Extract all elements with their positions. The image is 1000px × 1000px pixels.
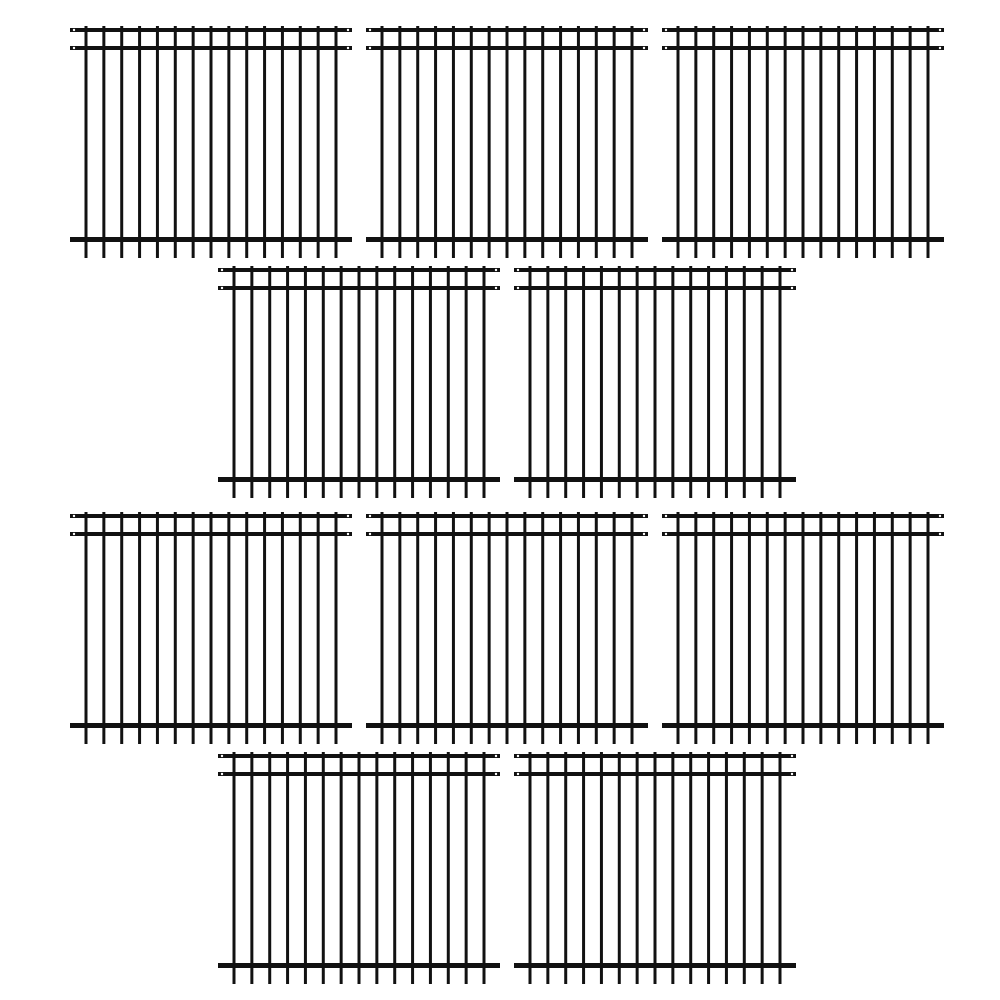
fence-picket: [434, 26, 437, 258]
rail-screw-hole: [643, 47, 645, 49]
fence-picket: [909, 512, 912, 744]
fence-picket: [546, 752, 549, 984]
fence-picket: [837, 512, 840, 744]
fence-picket: [192, 26, 195, 258]
fence-picket: [802, 26, 805, 258]
fence-picket: [564, 266, 567, 498]
fence-picket: [618, 752, 621, 984]
fence-picket: [381, 512, 384, 744]
fence-picket: [488, 512, 491, 744]
fence-picket: [452, 26, 455, 258]
fence-picket: [564, 752, 567, 984]
fence-picket: [210, 512, 213, 744]
fence-picket: [707, 752, 710, 984]
fence-picket: [541, 512, 544, 744]
fence-picket: [743, 752, 746, 984]
fence-picket: [784, 26, 787, 258]
fence-top-rail: [662, 514, 944, 518]
rail-screw-hole: [665, 533, 667, 535]
fence-top-rail: [514, 268, 796, 272]
rail-screw-hole: [495, 773, 497, 775]
fence-panel-graphic: [68, 26, 354, 258]
fence-picket: [483, 752, 486, 984]
fence-picket: [434, 512, 437, 744]
fence-middle-rail: [70, 532, 352, 536]
fence-picket: [340, 266, 343, 498]
fence-bottom-rail: [366, 237, 648, 242]
fence-picket: [233, 266, 236, 498]
fence-picket: [452, 512, 455, 744]
fence-picket: [927, 512, 930, 744]
fence-picket: [725, 752, 728, 984]
fence-picket: [429, 752, 432, 984]
fence-middle-rail: [662, 532, 944, 536]
fence-picket: [381, 26, 384, 258]
fence-picket: [730, 512, 733, 744]
fence-panel-8: [660, 512, 946, 744]
fence-panel-graphic: [512, 266, 798, 498]
fence-bottom-rail: [514, 963, 796, 968]
fence-picket: [506, 26, 509, 258]
fence-picket: [725, 266, 728, 498]
fence-picket: [654, 752, 657, 984]
rail-screw-hole: [791, 755, 793, 757]
fence-picket: [393, 266, 396, 498]
rail-screw-hole: [369, 533, 371, 535]
fence-panel-graphic: [364, 512, 650, 744]
fence-picket: [712, 26, 715, 258]
fence-picket: [286, 752, 289, 984]
fence-picket: [174, 26, 177, 258]
fence-picket: [340, 752, 343, 984]
fence-picket: [689, 266, 692, 498]
fence-picket: [210, 26, 213, 258]
fence-middle-rail: [514, 772, 796, 776]
fence-picket: [488, 26, 491, 258]
rail-screw-hole: [347, 533, 349, 535]
rail-screw-hole: [495, 755, 497, 757]
fence-picket: [891, 26, 894, 258]
fence-picket: [613, 512, 616, 744]
fence-picket: [85, 26, 88, 258]
fence-picket: [304, 266, 307, 498]
fence-top-rail: [366, 28, 648, 32]
fence-picket: [529, 266, 532, 498]
fence-picket: [677, 26, 680, 258]
fence-bottom-rail: [366, 723, 648, 728]
fence-picket: [227, 26, 230, 258]
fence-top-rail: [662, 28, 944, 32]
rail-screw-hole: [347, 515, 349, 517]
fence-picket: [577, 512, 580, 744]
fence-bottom-rail: [218, 477, 500, 482]
rail-screw-hole: [939, 515, 941, 517]
fence-bottom-rail: [70, 237, 352, 242]
fence-picket: [335, 26, 338, 258]
fence-picket: [322, 266, 325, 498]
fence-picket: [689, 752, 692, 984]
fence-picket: [138, 512, 141, 744]
fence-picket: [819, 512, 822, 744]
fence-top-rail: [218, 754, 500, 758]
fence-picket: [268, 266, 271, 498]
fence-bottom-rail: [662, 723, 944, 728]
fence-picket: [304, 752, 307, 984]
fence-picket: [483, 266, 486, 498]
fence-picket: [192, 512, 195, 744]
fence-picket: [263, 512, 266, 744]
fence-picket: [268, 752, 271, 984]
rail-screw-hole: [939, 29, 941, 31]
rail-screw-hole: [73, 29, 75, 31]
fence-picket: [465, 752, 468, 984]
fence-panel-graphic: [216, 752, 502, 984]
rail-screw-hole: [939, 47, 941, 49]
fence-picket: [559, 512, 562, 744]
fence-middle-rail: [70, 46, 352, 50]
rail-screw-hole: [495, 269, 497, 271]
fence-picket: [748, 26, 751, 258]
fence-picket: [250, 752, 253, 984]
rail-screw-hole: [643, 29, 645, 31]
fence-picket: [156, 512, 159, 744]
rail-screw-hole: [791, 287, 793, 289]
fence-picket: [802, 512, 805, 744]
fence-picket: [398, 512, 401, 744]
fence-picket: [909, 26, 912, 258]
fence-picket: [779, 752, 782, 984]
fence-picket: [748, 512, 751, 744]
fence-picket: [322, 752, 325, 984]
rail-screw-hole: [643, 533, 645, 535]
fence-picket: [250, 266, 253, 498]
rail-screw-hole: [221, 773, 223, 775]
fence-top-rail: [514, 754, 796, 758]
fence-picket: [529, 752, 532, 984]
fence-picket: [784, 512, 787, 744]
fence-picket: [245, 512, 248, 744]
fence-picket: [631, 26, 634, 258]
fence-picket: [174, 512, 177, 744]
fence-picket: [470, 26, 473, 258]
rail-screw-hole: [939, 533, 941, 535]
fence-picket: [523, 512, 526, 744]
fence-picket: [470, 512, 473, 744]
fence-picket: [712, 512, 715, 744]
fence-picket: [743, 266, 746, 498]
fence-picket: [927, 26, 930, 258]
fence-picket: [595, 26, 598, 258]
fence-picket: [358, 752, 361, 984]
fence-panel-graphic: [364, 26, 650, 258]
fence-picket: [411, 266, 414, 498]
fence-picket: [335, 512, 338, 744]
fence-bottom-rail: [662, 237, 944, 242]
fence-picket: [233, 752, 236, 984]
rail-screw-hole: [369, 515, 371, 517]
fence-picket: [286, 266, 289, 498]
rail-screw-hole: [369, 47, 371, 49]
fence-picket: [281, 512, 284, 744]
rail-screw-hole: [791, 773, 793, 775]
fence-picket: [761, 752, 764, 984]
fence-picket: [694, 26, 697, 258]
rail-screw-hole: [73, 515, 75, 517]
fence-picket: [358, 266, 361, 498]
fence-panel-graphic: [660, 26, 946, 258]
fence-picket: [281, 26, 284, 258]
fence-picket: [559, 26, 562, 258]
fence-picket: [447, 266, 450, 498]
fence-picket: [766, 512, 769, 744]
fence-middle-rail: [662, 46, 944, 50]
fence-middle-rail: [514, 286, 796, 290]
fence-picket: [447, 752, 450, 984]
rail-screw-hole: [73, 47, 75, 49]
fence-middle-rail: [366, 532, 648, 536]
fence-picket: [429, 266, 432, 498]
fence-picket: [375, 752, 378, 984]
fence-picket: [855, 512, 858, 744]
fence-picket: [506, 512, 509, 744]
fence-top-rail: [218, 268, 500, 272]
fence-picket: [613, 26, 616, 258]
rail-screw-hole: [221, 269, 223, 271]
fence-picket: [766, 26, 769, 258]
fence-picket: [465, 266, 468, 498]
fence-picket: [541, 26, 544, 258]
rail-screw-hole: [73, 533, 75, 535]
rail-screw-hole: [517, 269, 519, 271]
fence-picket: [102, 512, 105, 744]
rail-screw-hole: [369, 29, 371, 31]
fence-picket: [416, 26, 419, 258]
fence-picket: [411, 752, 414, 984]
fence-panel-2: [364, 26, 650, 258]
fence-panel-graphic: [660, 512, 946, 744]
rail-screw-hole: [665, 29, 667, 31]
rail-screw-hole: [643, 515, 645, 517]
fence-picket: [393, 752, 396, 984]
fence-panel-5: [512, 266, 798, 498]
fence-panel-10: [512, 752, 798, 984]
fence-picket: [263, 26, 266, 258]
fence-panel-7: [364, 512, 650, 744]
fence-picket: [671, 266, 674, 498]
fence-picket: [636, 752, 639, 984]
fence-picket: [873, 512, 876, 744]
fence-picket: [398, 26, 401, 258]
rail-screw-hole: [347, 29, 349, 31]
fence-bottom-rail: [218, 963, 500, 968]
fence-picket: [85, 512, 88, 744]
rail-screw-hole: [665, 515, 667, 517]
fence-picket: [600, 266, 603, 498]
fence-picket: [299, 512, 302, 744]
fence-picket: [317, 26, 320, 258]
fence-panel-3: [660, 26, 946, 258]
fence-bottom-rail: [514, 477, 796, 482]
fence-picket: [631, 512, 634, 744]
rail-screw-hole: [221, 287, 223, 289]
fence-picket: [546, 266, 549, 498]
fence-picket: [577, 26, 580, 258]
fence-middle-rail: [218, 286, 500, 290]
fence-picket: [636, 266, 639, 498]
fence-bottom-rail: [70, 723, 352, 728]
fence-picket: [671, 752, 674, 984]
fence-picket: [694, 512, 697, 744]
fence-picket: [730, 26, 733, 258]
fence-picket: [707, 266, 710, 498]
fence-picket: [523, 26, 526, 258]
fence-picket: [375, 266, 378, 498]
fence-picket: [227, 512, 230, 744]
fence-top-rail: [70, 514, 352, 518]
fence-picket: [819, 26, 822, 258]
fence-picket: [654, 266, 657, 498]
fence-panel-9: [216, 752, 502, 984]
rail-screw-hole: [347, 47, 349, 49]
fence-picket: [761, 266, 764, 498]
rail-screw-hole: [517, 287, 519, 289]
fence-picket: [299, 26, 302, 258]
rail-screw-hole: [495, 287, 497, 289]
fence-picket: [891, 512, 894, 744]
fence-picket: [618, 266, 621, 498]
fence-picket: [102, 26, 105, 258]
fence-picket: [779, 266, 782, 498]
fence-picket: [600, 752, 603, 984]
fence-picket: [855, 26, 858, 258]
fence-panel-graphic: [512, 752, 798, 984]
fence-picket: [582, 752, 585, 984]
fence-picket: [595, 512, 598, 744]
fence-picket: [582, 266, 585, 498]
fence-picket: [837, 26, 840, 258]
fence-picket: [120, 26, 123, 258]
fence-middle-rail: [218, 772, 500, 776]
fence-picket: [120, 512, 123, 744]
fence-picket: [138, 26, 141, 258]
fence-picket: [245, 26, 248, 258]
fence-picket: [416, 512, 419, 744]
fence-picket: [677, 512, 680, 744]
rail-screw-hole: [791, 269, 793, 271]
fence-panel-graphic: [216, 266, 502, 498]
fence-panel-graphic: [68, 512, 354, 744]
fence-panel-4: [216, 266, 502, 498]
rail-screw-hole: [517, 773, 519, 775]
rail-screw-hole: [221, 755, 223, 757]
fence-panel-1: [68, 26, 354, 258]
fence-picket: [156, 26, 159, 258]
fence-panel-6: [68, 512, 354, 744]
fence-middle-rail: [366, 46, 648, 50]
fence-picket: [317, 512, 320, 744]
fence-top-rail: [70, 28, 352, 32]
rail-screw-hole: [517, 755, 519, 757]
rail-screw-hole: [665, 47, 667, 49]
fence-picket: [873, 26, 876, 258]
fence-top-rail: [366, 514, 648, 518]
